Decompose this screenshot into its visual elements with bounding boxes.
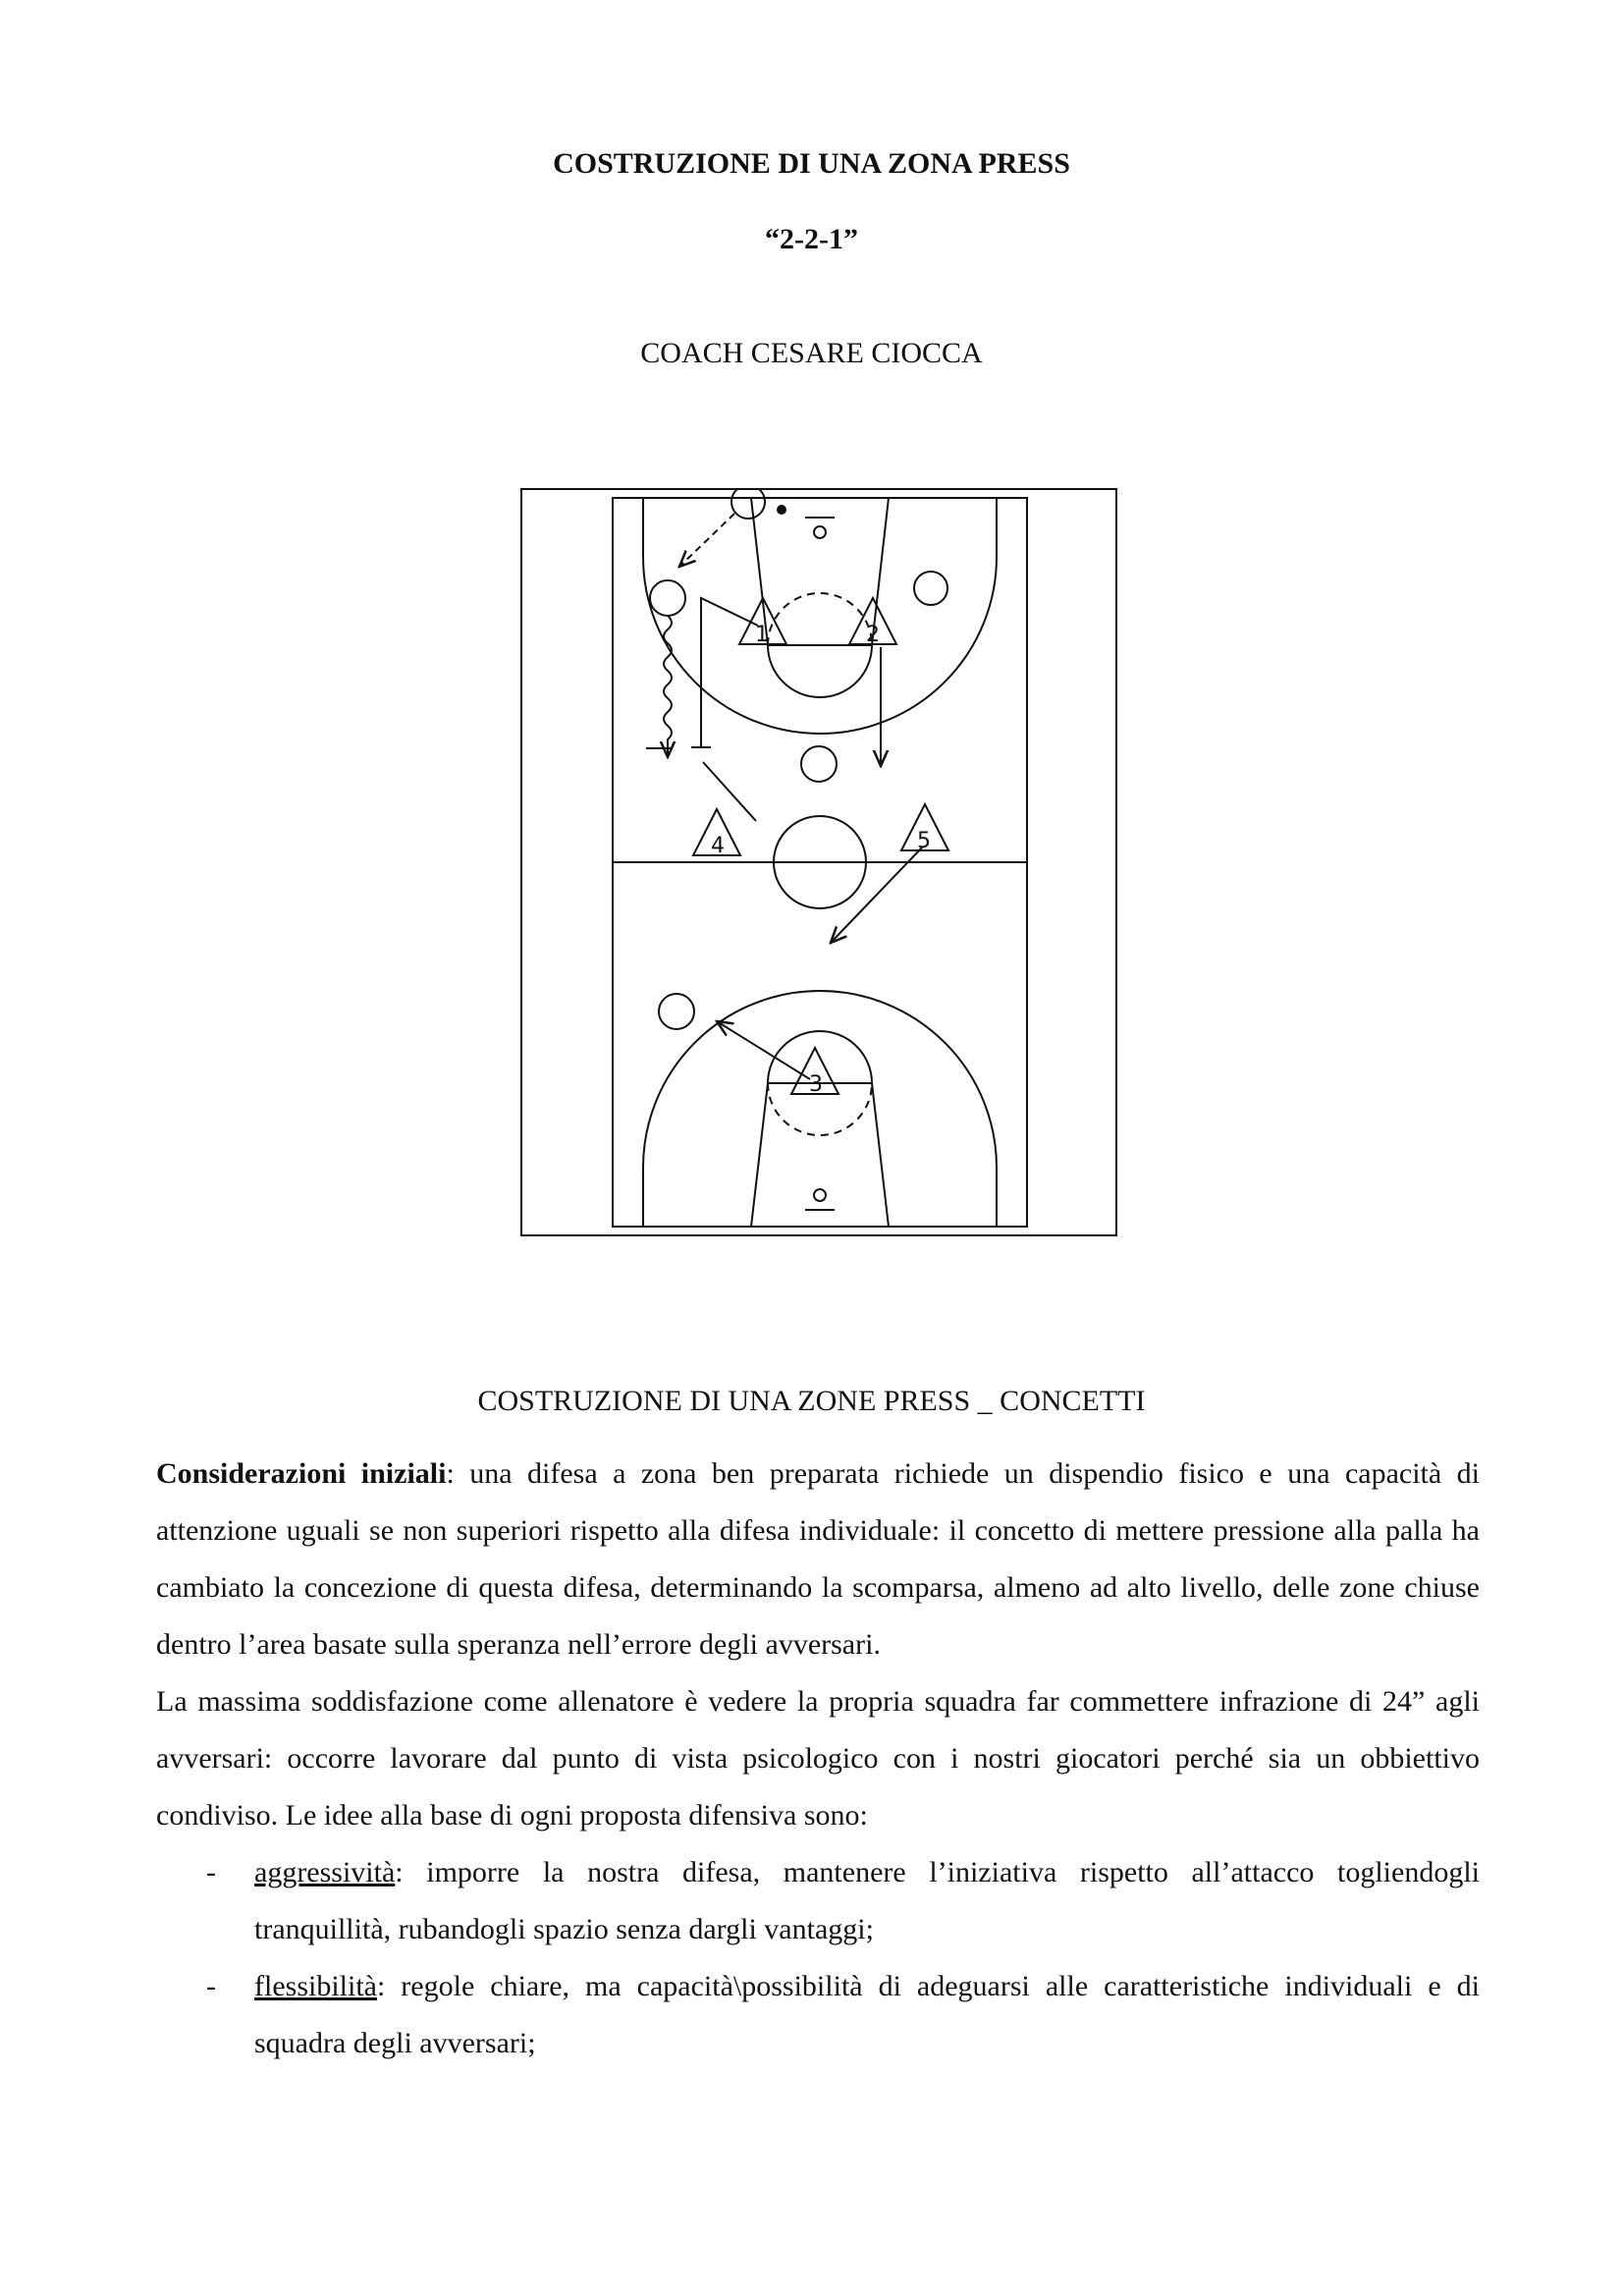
defender-label-1: 1 xyxy=(755,623,769,647)
paragraph xyxy=(156,1446,1480,1673)
author-line: COACH CESARE CIOCCA xyxy=(640,337,983,369)
player3-rotation-line xyxy=(717,1021,810,1079)
body-text xyxy=(156,1446,1480,2072)
concept-list xyxy=(156,1844,1480,2072)
free-throw-arc-top xyxy=(768,645,872,697)
rim-bottom xyxy=(814,1189,826,1201)
paragraph xyxy=(156,1673,1480,1844)
list-dash: - xyxy=(206,1856,216,1888)
list-term: flessibilità xyxy=(254,1970,377,2002)
defender-label-3: 3 xyxy=(809,1072,823,1097)
three-point-line-bottom xyxy=(643,991,997,1227)
ball-icon xyxy=(777,505,786,515)
list-text: : regole chiare, ma capacità\possibilità di adeguarsi alle caratteristiche individuali e di squadra degli avversari; xyxy=(254,1970,1480,2059)
player5-rotation-line xyxy=(831,847,923,943)
list-text: : imporre la nostra difesa, mantenere l’iniziativa rispetto all’attacco togliendogli tranquillità, rubandogli spazio senza dargli vantaggi; xyxy=(254,1856,1480,1945)
document-title: COSTRUZIONE DI UNA ZONA PRESS xyxy=(553,147,1070,180)
offensive-player-circle xyxy=(801,746,837,782)
paragraph-text: : una difesa a zona ben preparata richiede un dispendio fisico e una capacità di attenzione uguali se non superiori rispetto alla difesa individuale: il concetto di mettere pressione alla palla ha cambiato la concezione di questa difesa, determinando la scomparsa, almeno ad alto livello, delle zone chiuse dentro l’area basate sulla speranza nell’errore degli avversari. xyxy=(156,1457,1480,1661)
lead-term: Considerazioni iniziali xyxy=(156,1457,447,1490)
list-item xyxy=(156,1844,1480,1958)
list-item xyxy=(156,1958,1480,2072)
offensive-player-circle xyxy=(914,572,947,605)
screen-cut-line xyxy=(701,598,758,747)
defender-label-2: 2 xyxy=(866,623,880,647)
offensive-player-circle xyxy=(650,580,685,616)
dribble-line xyxy=(664,616,672,757)
offensive-player-circle xyxy=(659,994,694,1029)
list-term: aggressività xyxy=(254,1856,396,1888)
section-title: COSTRUZIONE DI UNA ZONE PRESS _ CONCETTI xyxy=(477,1385,1146,1417)
defender-label-5: 5 xyxy=(917,829,931,853)
rim-top xyxy=(814,526,826,538)
pass-line xyxy=(679,514,734,567)
defender-label-4: 4 xyxy=(711,834,725,858)
trap-line xyxy=(703,762,756,821)
zone-press-court-diagram xyxy=(520,488,1117,1236)
paragraph-text: La massima soddisfazione come allenatore è vedere la propria squadra far commettere infrazione di 24” agli avversari: occorre lavorare dal punto di vista psicologico con i nostri giocatori perché sia un obbiettivo condiviso. Le idee alla base di ogni proposta difensiva sono: xyxy=(156,1685,1480,1831)
list-dash: - xyxy=(206,1970,216,2002)
inbounder-circle xyxy=(731,488,765,519)
document-subtitle: “2-2-1” xyxy=(765,223,858,255)
